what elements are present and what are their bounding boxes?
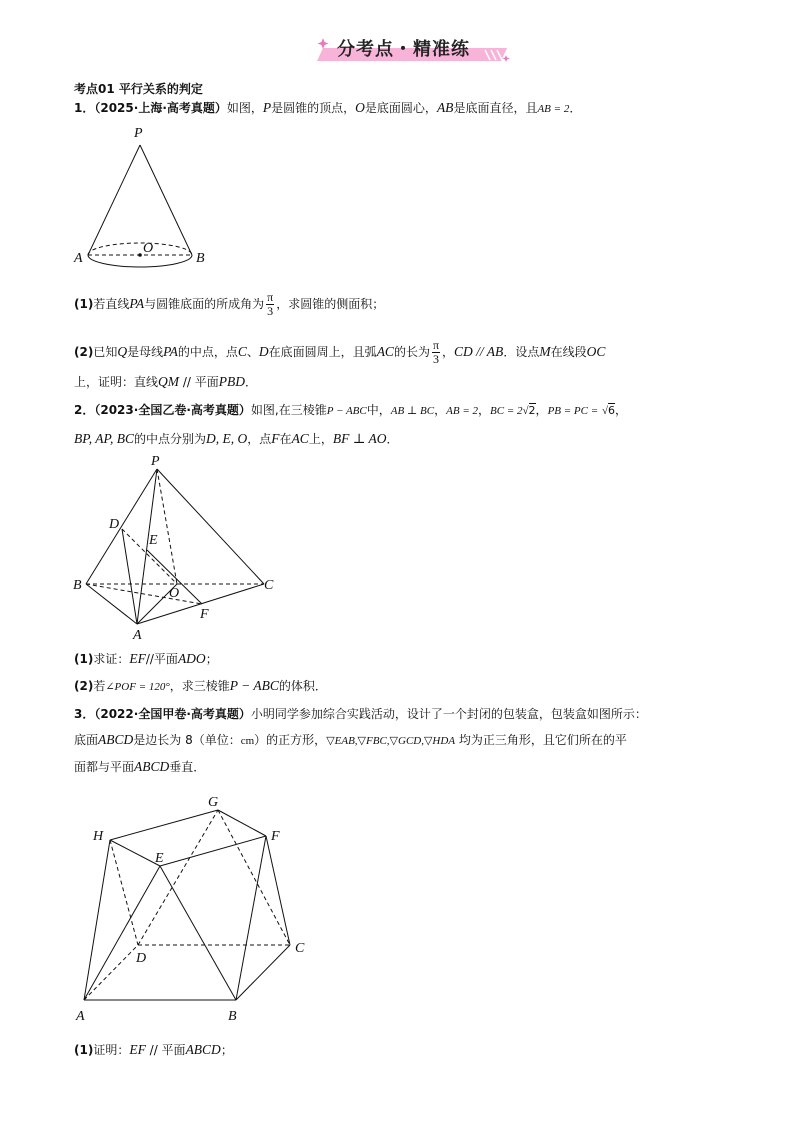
problem-1-part-2: (2)已知Q是母线PA的中点，点C、D在底面圆周上，且弧AC的长为 $\frac{\pi}{3}$ ，CD // AB．设点M在线段OC <box>74 338 606 366</box>
label-D: D <box>109 517 120 532</box>
header-title: 分考点・精准练 <box>337 39 470 60</box>
problem-3-part-1: (1)证明：EF // 平面ABCD； <box>74 1042 233 1057</box>
figure-cone <box>70 120 220 270</box>
label-P: P <box>151 454 160 469</box>
label-A: A <box>76 1009 85 1024</box>
label-C: C <box>295 941 305 956</box>
figure-tetrahedron <box>70 452 285 647</box>
problem-source: （2025·上海·高考真题） <box>94 101 227 115</box>
problem-2-stem-line-2: BP, AP, BC的中点分别为D, E, O，点F在AC上，BF ⊥ AO． <box>74 431 399 446</box>
label-C: C <box>264 578 274 593</box>
problem-source: （2023·全国乙卷·高考真题） <box>94 403 251 417</box>
problem-2-part-2: (2)若∠POF = 120°，求三棱锥P − ABC的体积． <box>74 678 327 693</box>
sqrt-icon: √ <box>522 405 529 417</box>
label-G: G <box>208 795 219 810</box>
figure-package-box <box>70 788 320 1028</box>
sparkle-icon <box>318 38 329 49</box>
label-A: A <box>133 628 142 643</box>
problem-2-part-1: (1)求证：EF//平面ADO； <box>74 651 218 666</box>
sqrt-icon: √ <box>601 405 609 417</box>
label-B: B <box>73 578 82 593</box>
problem-1-part-2-line-2: 上，证明：直线QM // 平面PBD． <box>74 374 257 389</box>
label-D: D <box>136 951 147 966</box>
problem-1-part-1: (1)若直线PA与圆锥底面的所成角为 $\frac{\pi}{3}$ ，求圆锥的侧面积； <box>74 290 385 318</box>
problem-2-stem: 2．（2023·全国乙卷·高考真题）如图,在三棱锥P − ABC中，AB ⊥ BC，AB = 2，BC = 2√2，PB = PC = √6， <box>74 403 628 417</box>
label-E: E <box>149 533 158 548</box>
problem-3-stem: 3．（2022·全国甲卷·高考真题）小明同学参加综合实践活动，设计了一个封闭的包装盒，包装盒如图所示： <box>74 707 647 721</box>
label-F: F <box>271 829 280 844</box>
problem-number: 2． <box>74 403 95 417</box>
header-banner <box>315 34 515 64</box>
problem-3-stem-line-2: 底面ABCD是边长为 8（单位：cm）的正方形，▽EAB,▽FBC,▽GCD,▽HDA 均为正三角形，且它们所在的平 <box>74 732 627 747</box>
label-B: B <box>228 1009 237 1024</box>
label-O: O <box>169 586 180 601</box>
label-P: P <box>134 126 143 141</box>
problem-number: 3． <box>74 707 95 721</box>
label-F: F <box>200 607 209 622</box>
sparkle-icon <box>503 55 510 62</box>
fraction: $\frac{\pi}{3}$ <box>267 290 274 318</box>
label-B: B <box>196 251 205 266</box>
problem-1-stem: 1．（2025·上海·高考真题）如图，P是圆锥的顶点，O是底面圆心，AB是底面直径，且AB = 2． <box>74 100 582 115</box>
problem-source: （2022·全国甲卷·高考真题） <box>94 707 251 721</box>
label-O: O <box>143 241 154 256</box>
label-A: A <box>74 251 83 266</box>
section-title: 考点01 平行关系的判定 <box>74 82 203 96</box>
label-H: H <box>93 829 104 844</box>
problem-number: 1． <box>74 101 95 115</box>
label-E: E <box>155 851 164 866</box>
fraction: $\frac{\pi}{3}$ <box>432 338 440 366</box>
problem-3-stem-line-3: 面都与平面ABCD垂直． <box>74 759 206 774</box>
